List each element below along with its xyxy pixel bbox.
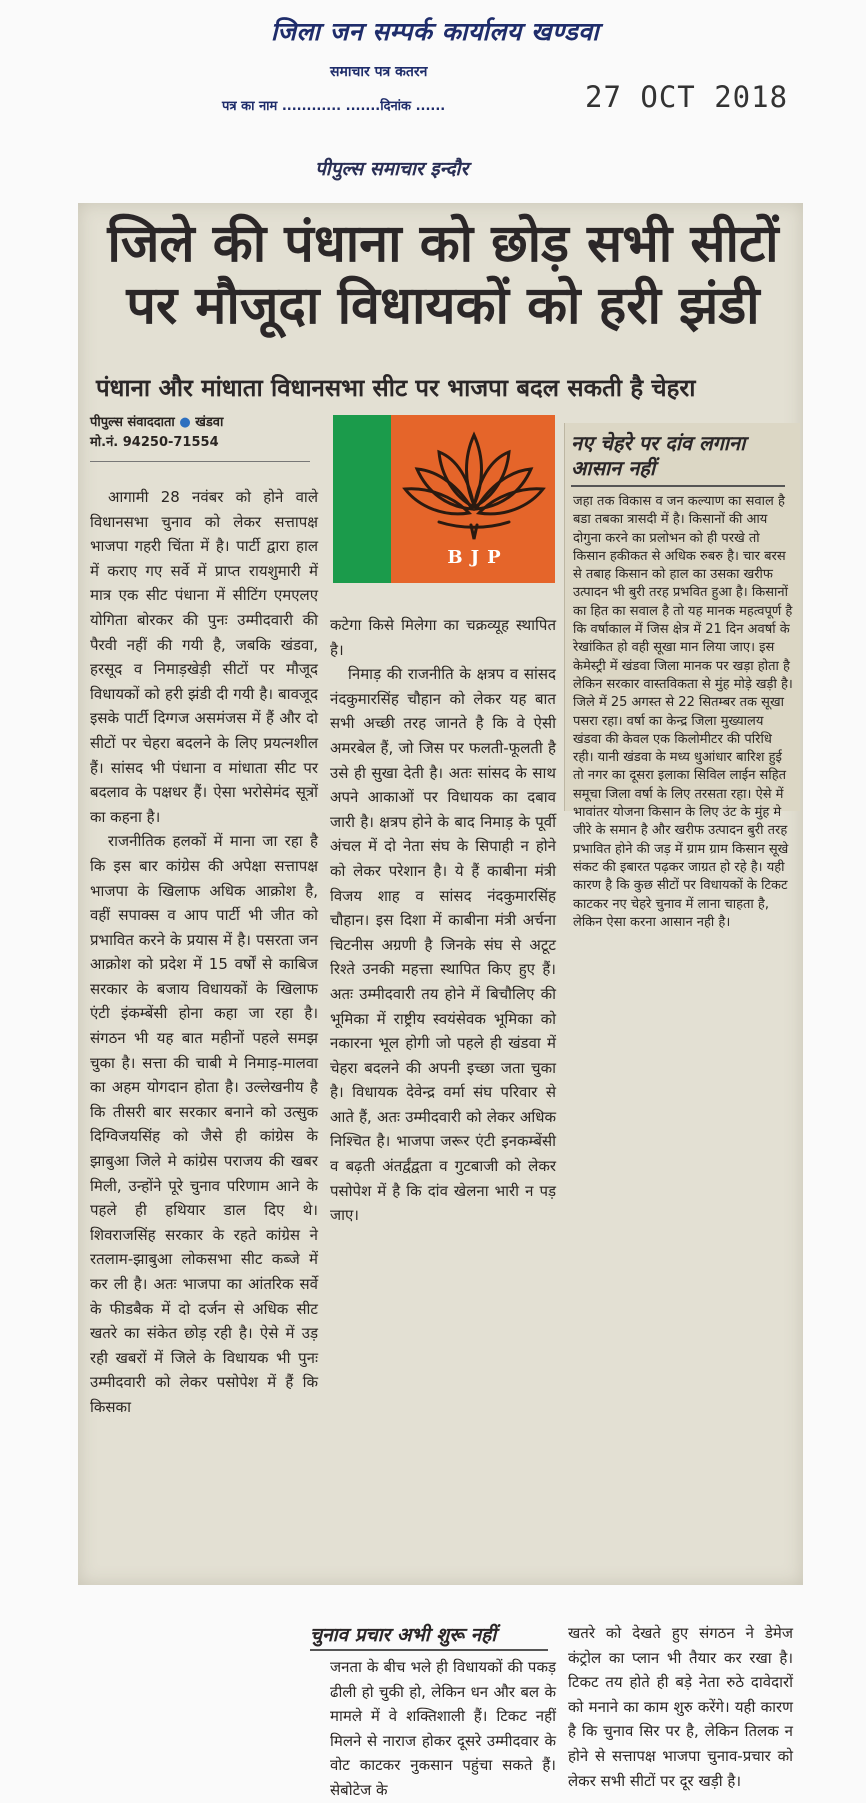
- office-title: जिला जन सम्पर्क कार्यालय खण्डवा: [270, 17, 600, 46]
- headline: जिले की पंधाना को छोड़ सभी सीटों पर मौजूदा विधायकों को हरी झंडी: [107, 214, 779, 336]
- bullet-icon: ●: [179, 415, 191, 430]
- paragraph: जनता के बीच भले ही विधायकों की पकड़ ढीली हो चुकी हो, लेकिन धन और बल के मामले में वे शक्तिशाली हैं। टिकट नहीं मिलने से नाराज होकर दूसरे उम्मीदवार के वोट काटकर नुकसान पहुंचा सकते हैं। सेबोटेज के: [330, 1658, 556, 1799]
- paragraph: खतरे को देखते हुए संगठन ने डेमेज कंट्रोल का प्लान भी तैयार कर रखा है। टिकट तय होते ही बड़े नेता रुठे दावेदारों को मनाने का काम शुरु करेंगे। यही कारण है कि चुनाव सिर पर है, लेकिन तिलक न होने से सत्तापक्ष भाजपा चुनाव-प्रचार को लेकर सभी सीटों पर दूर खड़ी है।: [568, 1624, 793, 1790]
- paragraph: राजनीतिक हलकों में माना जा रहा है कि इस बार कांग्रेस की अपेक्षा सत्तापक्ष भाजपा के खिलाफ अधिक आक्रोश है, वहीं सपाक्स व आप पार्टी भी जीत को प्रभावित करने के प्रयास में है। पसरता जन आक्रोश को प्रदेश में 15 वर्षों से काबिज सरकार के बजाय विधायकों के खिलाफ एंटी इंकम्बेंसी होना कहा जा रहा है। संगठन भी यह बात महीनों पहले समझ चुका है। सत्ता की चाबी मे निमाड़-मालवा का अहम योगदान होता है। उल्लेखनीय है कि तीसरी बार सरकार बनाने को उत्सुक दिग्विजयसिंह को जैसे ही कांग्रेस के झाबुआ जिले मे कांग्रेस पराजय की खबर मिली, उन्होंने पूरे चुनाव परिणाम आने के पहले ही हथियार डाल दिए थे। शिवराजसिंह सरकार के रहते कांग्रेस ने रतलाम-झाबुआ लोकसभा सीट कब्जे में कर ली है। अतः भाजपा का आंतरिक सर्वे के फीडबैक में दो दर्जन से अधिक सीट खतरे का संकेत छोड़ रही है। ऐसे में उड़ रही खबरों में जिले के विधायक भी पुनः उम्मीदवारी को लेकर पसोपेश में हैं कि किसका: [90, 832, 318, 1416]
- sidebar-text: जहा तक विकास व जन कल्याण का सवाल है बडा तबका त्रासदी में है। किसानों की आय दोगुना करने का प्रलोभन को ही परखे तो किसान हकीकत से अधिक रुबरु है। चार बरस से तबाह किसान को हाल का उसका खरीफ उत्पादन भी बुरी तरह प्रभवित हुआ है। किसानों का हित का सवाल है तो यह मानक महत्वपूर्ण है कि वर्षाकाल में जिस क्षेत्र में 21 दिन अवर्षा के रेखांकित हो वही सूखा मान लिया जाए। इस केमेस्ट्री में खंडवा जिला मानक पर खड़ा होता है लेकिन सरकार वास्तविकता से मुंह मोड़े खड़ी है। जिले में 25 अगस्त से 22 सितम्बर तक सूखा पसरा रहा। वर्षा का केन्द्र जिला मुख्यालय खंडवा की केवल एक किलोमीटर की परिधि रही। यानी खंडवा के मध्य धुआंधार बारिश हुई तो नगर का दूसरा इलाका सिविल लाईन सहित समूचा जिला वर्षा के लिए तरसता रहा। ऐसे में भावांतर योजना किसान के लिए उंट के मुंह मे जीरे के समान है और खरीफ उत्पादन बुरी तरह प्रभावित होने की जड़ में ग्राम ग्राम किसान सूखे संकट की इबारत पढ़कर जाग्रत हो रहे है। यही कारण है कि कुछ सीटों पर विधायकों के टिकट काटकर नए चेहरे चुनाव में लाना चाहता है, लेकिन ऐसा करना आसान नही है।: [573, 494, 793, 930]
- paragraph: कटेगा किसे मिलेगा का चक्रव्यूह स्थापित है।: [330, 616, 556, 659]
- paragraph: निमाड़ की राजनीति के क्षत्रप व सांसद नंदकुमारसिंह चौहान को लेकर यह बात सभी अच्छी तरह जानते है कि वे ऐसी अमरबेल हैं, जो जिस पर फलती-फूलती है उसे ही सुखा देती है। अतः सांसद के साथ अपने आकाओं पर विधायक का दबाव जारी है। क्षत्रप होने के बाद निमाड़ के पूर्वी अंचल में दो नेता संघ के सिपाही न होने को लेकर परेशान है। ये हैं काबीना मंत्री विजय शाह व सांसद नंदकुमारसिंह चौहान। इस दिशा में काबीना मंत्री अर्चना चिटनीस अग्रणी है जिनके संघ से अटूट रिश्ते उनकी महत्ता स्थापित किए हुए हैं। अतः उम्मीदवारी तय होने में बिचौलिए की भूमिका में राष्ट्रीय स्वयंसेवक भूमिका को नकारना भूल होगी जो पहले ही खंडवा में चेहरा बदलने की अपनी इच्छा जता चुका है। विधायक देवेन्द्र वर्मा संघ परिवार से आते हैं, अतः उम्मीदवारी को लेकर अधिक निश्चित है। भाजपा जरूर एंटी इनकम्बेंसी व बढ़ती अंतर्द्वंद्वता व गुटबाजी को लेकर पसोपेश में है कि दांव खेलना भारी न पड़ जाए।: [330, 665, 556, 1225]
- logo-green-band: [333, 415, 391, 583]
- logo-text: BJP: [447, 547, 509, 568]
- paragraph: आगामी 28 नवंबर को होने वाले विधानसभा चुनाव को लेकर सत्तापक्ष भाजपा गहरी चिंता में है। पार्टी द्वारा हाल में कराए गए सर्वे में प्राप्त रायशुमारी में मात्र एक सीट पंधाना में सीटिंग एमएलए योगिता बोरकर की पुनः उम्मीदवारी की पैरवी नहीं की गयी है, जबकि खंडवा, हरसूद व निमाड़खेड़ी सीटों पर मौजूद विधायकों को हरी झंडी दी गयी है। बावजूद इसके पार्टी दिग्गज असमंजस में हैं और दो सीटों पर चेहरा बदलने के लिए प्रयत्नशील हैं। सांसद भी पंधाना व मांधाता सीट पर बदलाव के पक्षधर हैं। ऐसा भरोसेमंद सूत्रों का कहना है।: [90, 488, 318, 826]
- sidebar-title: नए चेहरे पर दांव लगाना आसान नहीं: [571, 431, 746, 480]
- lotus-icon: [399, 427, 549, 542]
- byline-divider: [90, 461, 310, 462]
- byline-place: खंडवा: [195, 415, 224, 430]
- byline-name: पीपुल्स संवाददाता: [90, 415, 175, 430]
- sidebar-divider: [571, 485, 785, 487]
- newspaper-masthead: पीपुल्स समाचार इन्दौर: [315, 158, 469, 180]
- column-1: [90, 485, 318, 1420]
- column-2-continued: [330, 1655, 556, 1803]
- section-subheading: चुनाव प्रचार अभी शुरू नहीं: [310, 1621, 548, 1651]
- paper-name-row: पत्र का नाम ............ .......दिनांक ......: [222, 99, 446, 114]
- date-stamp: 27 OCT 2018: [585, 80, 789, 114]
- column-3: [568, 1621, 793, 1793]
- office-stamp: [0, 0, 866, 200]
- clip-label: समाचार पत्र कतरन: [330, 64, 428, 80]
- bjp-logo-image: [333, 415, 555, 583]
- newspaper-clipping: [78, 203, 803, 1799]
- byline: [90, 413, 223, 453]
- subheadline: पंधाना और मांधाता विधानसभा सीट पर भाजपा बदल सकती है चेहरा: [96, 374, 696, 402]
- byline-phone: मो.नं. 94250-71554: [90, 435, 219, 450]
- column-2: [330, 613, 556, 1228]
- sidebar-box: [564, 423, 800, 930]
